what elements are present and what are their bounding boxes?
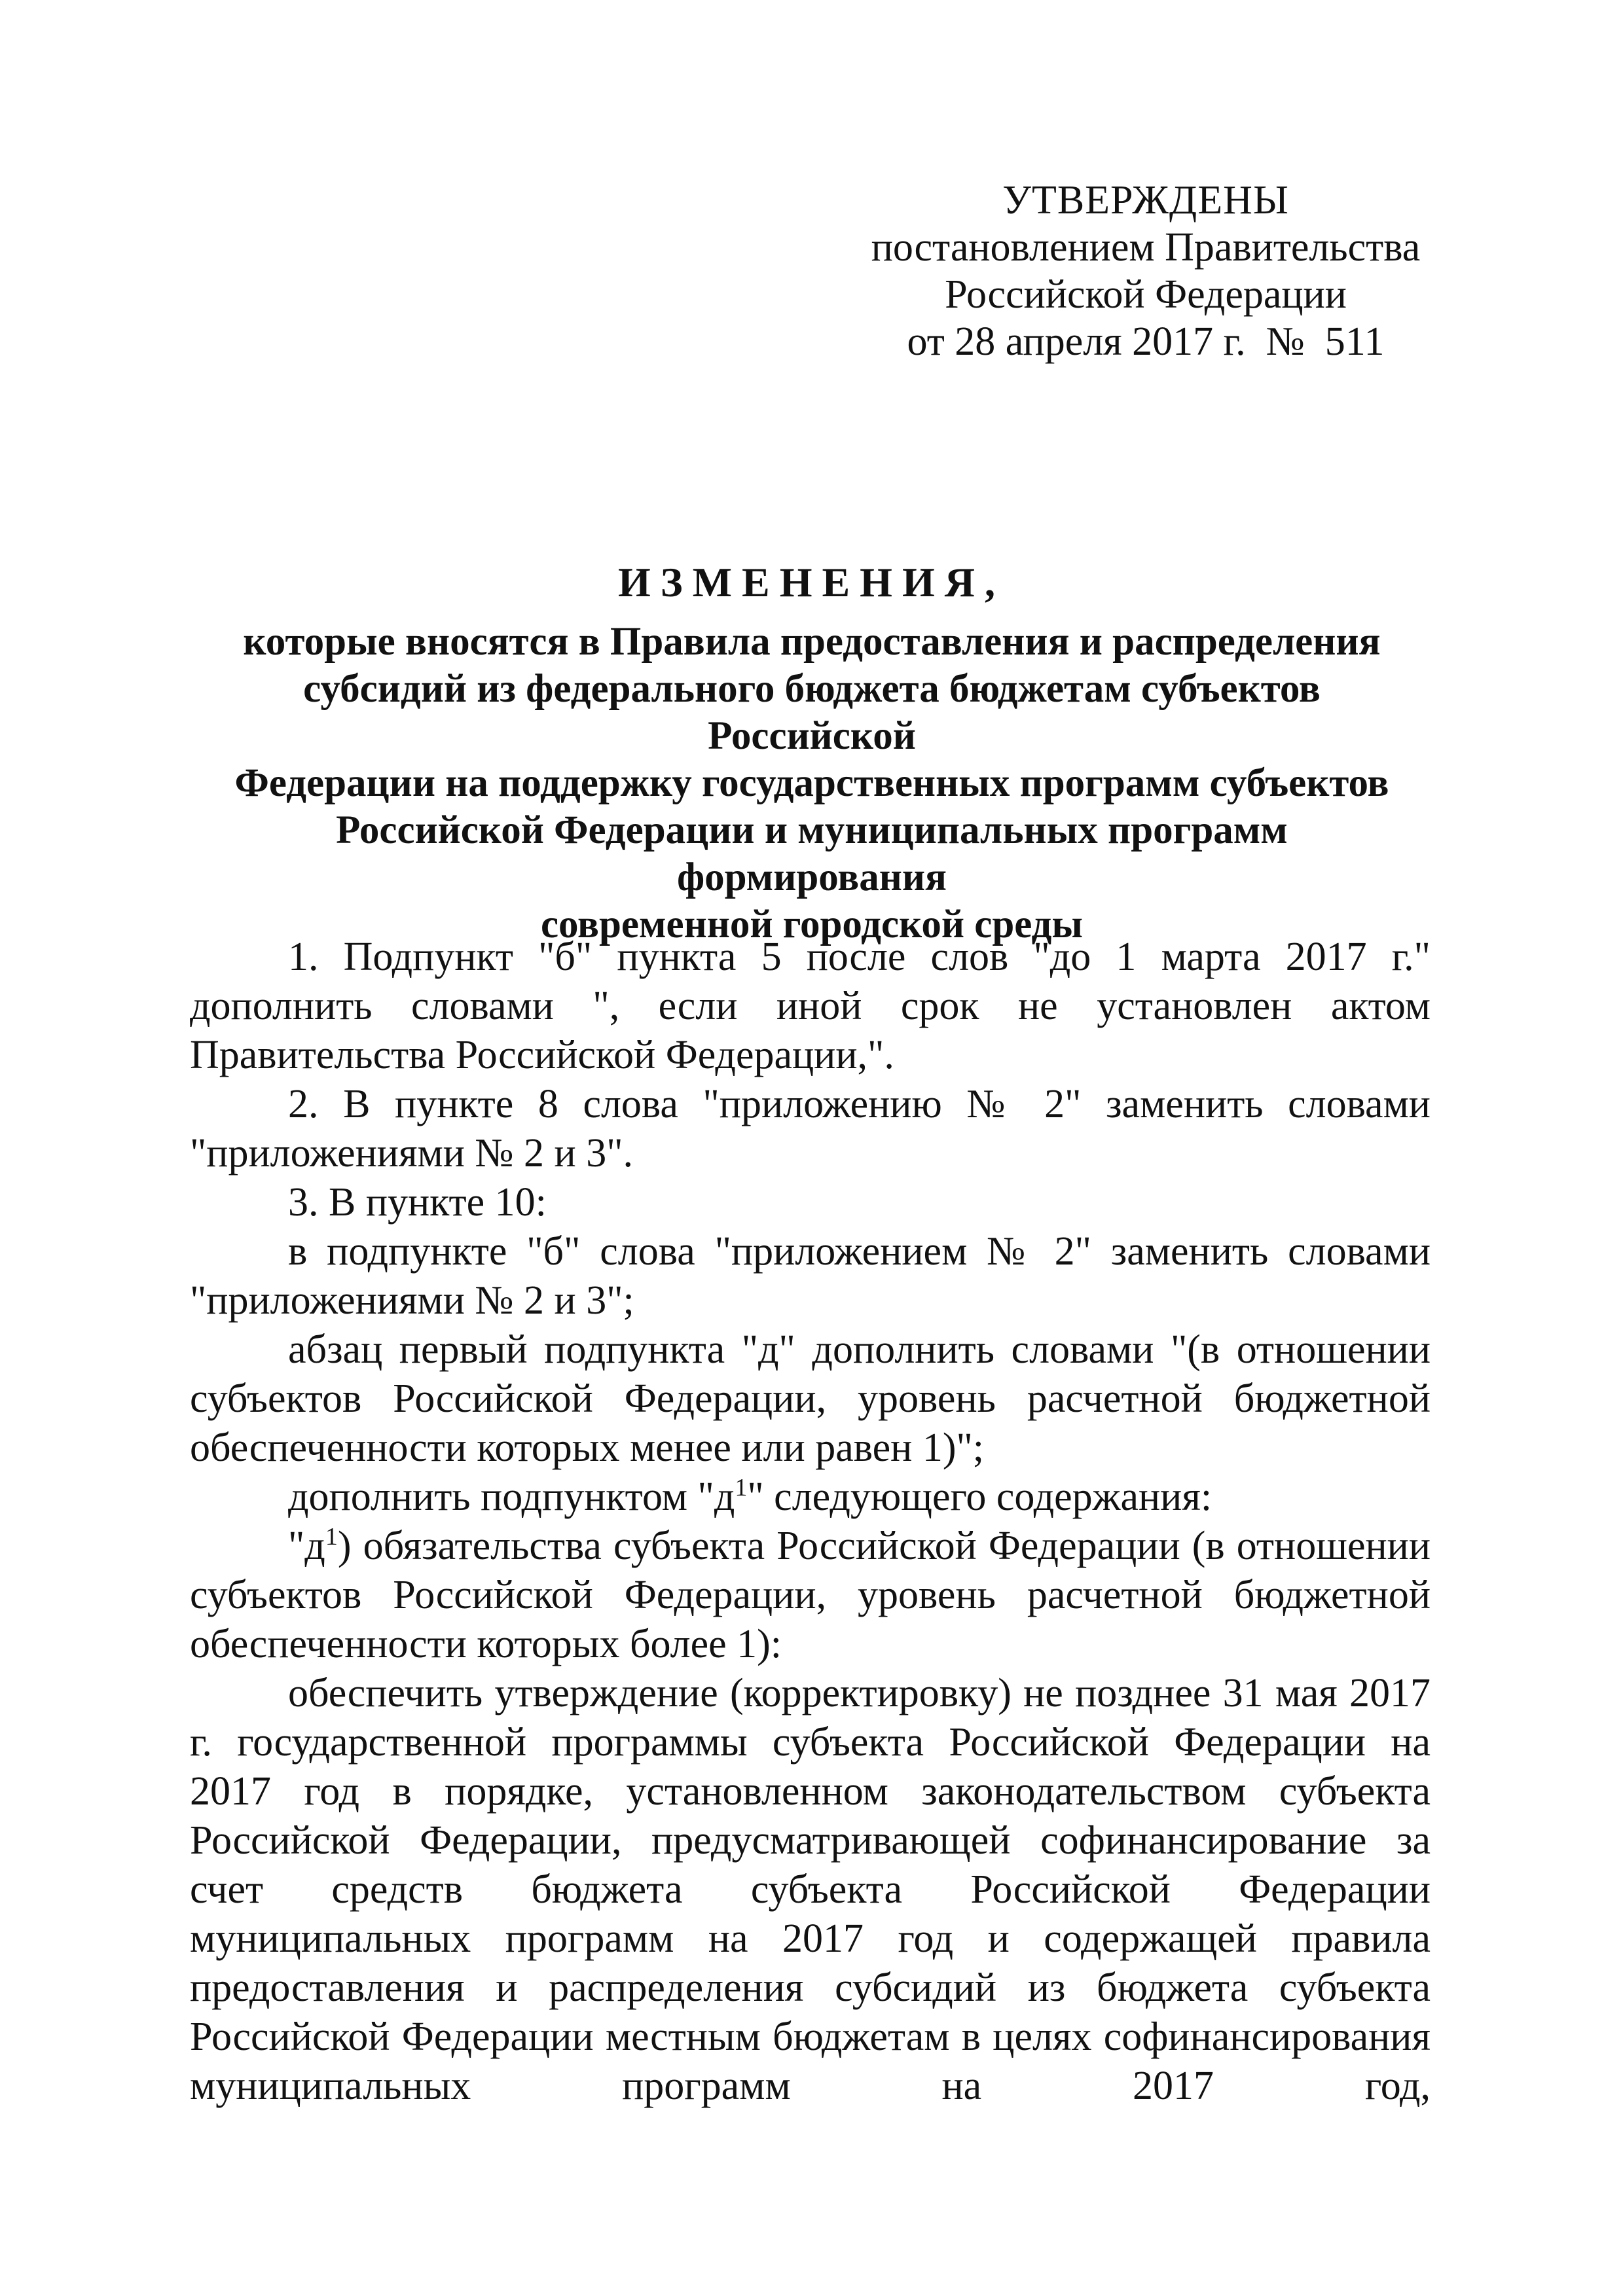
approval-line-2: Российской Федерации (945, 272, 1347, 317)
subtitle-line: Российской Федерации и муниципальных программ формирования (336, 808, 1288, 899)
paragraph-4: в подпункте "б" слова "приложением № 2" заменить словами "приложениями № 2 и 3"; (190, 1229, 1431, 1323)
paragraph-6-text-start: дополнить подпунктом "д (288, 1475, 735, 1519)
paragraph-8: обеспечить утверждение (корректировку) не позднее 31 мая 2017 г. государственной программы субъекта Российской Федерации на 2017 год в порядке, установленном законодательством субъекта Российской Федерации, предусматривающей софинансирование за счет средств бюджета субъекта Российской Федерации муниципальных программ на 2017 год и содержащей правила предоставления и распределения субсидий из бюджета субъекта Российской Федерации местным бюджетам в целях софинансирования муниципальных программ на 2017 год, (190, 1671, 1431, 2108)
paragraph-3: 3. В пункте 10: (288, 1180, 547, 1225)
subtitle-line: которые вносятся в Правила предоставления и распределения (243, 620, 1381, 664)
document-heading: ИЗМЕНЕНИЯ, (618, 559, 1005, 605)
subtitle-line: современной городской среды (540, 903, 1084, 946)
paragraph-5: абзац первый подпункта "д" дополнить словами "(в отношении субъектов Российской Федерации, уровень расчетной бюджетной обеспеченности которых менее или равен 1)"; (190, 1327, 1431, 1470)
approval-line-1: постановлением Правительства (871, 225, 1421, 270)
paragraph-7-text-start: "д (288, 1524, 325, 1568)
approval-status: УТВЕРЖДЕНЫ (1002, 178, 1289, 223)
paragraph-7 (190, 1522, 1431, 1669)
subtitle-line: субсидий из федерального бюджета бюджетам субъектов Российской (303, 667, 1321, 758)
superscript: 1 (735, 1474, 748, 1501)
approval-block (851, 177, 1440, 365)
superscript: 1 (325, 1523, 338, 1551)
paragraph-1: 1. Подпункт "б" пункта 5 после слов "до 1 марта 2017 г." дополнить словами ", если иной срок не установлен актом Правительства Российской Федерации,". (190, 935, 1431, 1077)
document-subtitle (196, 619, 1427, 948)
subtitle-line: Федерации на поддержку государственных программ субъектов (234, 761, 1389, 805)
paragraph-6-text-end: " следующего содержания: (747, 1475, 1213, 1519)
paragraph-6 (190, 1473, 1431, 1522)
paragraph-2: 2. В пункте 8 слова "приложению № 2" заменить словами "приложениями № 2 и 3". (190, 1082, 1431, 1175)
paragraph-7-text-end: ) обязательства субъекта Российской Федерации (в отношении субъектов Российской Федерации, уровень расчетной бюджетной обеспеченности которых более 1): (190, 1524, 1431, 1666)
approval-date-number: от 28 апреля 2017 г. № 511 (907, 319, 1385, 364)
document-body (190, 933, 1431, 2111)
